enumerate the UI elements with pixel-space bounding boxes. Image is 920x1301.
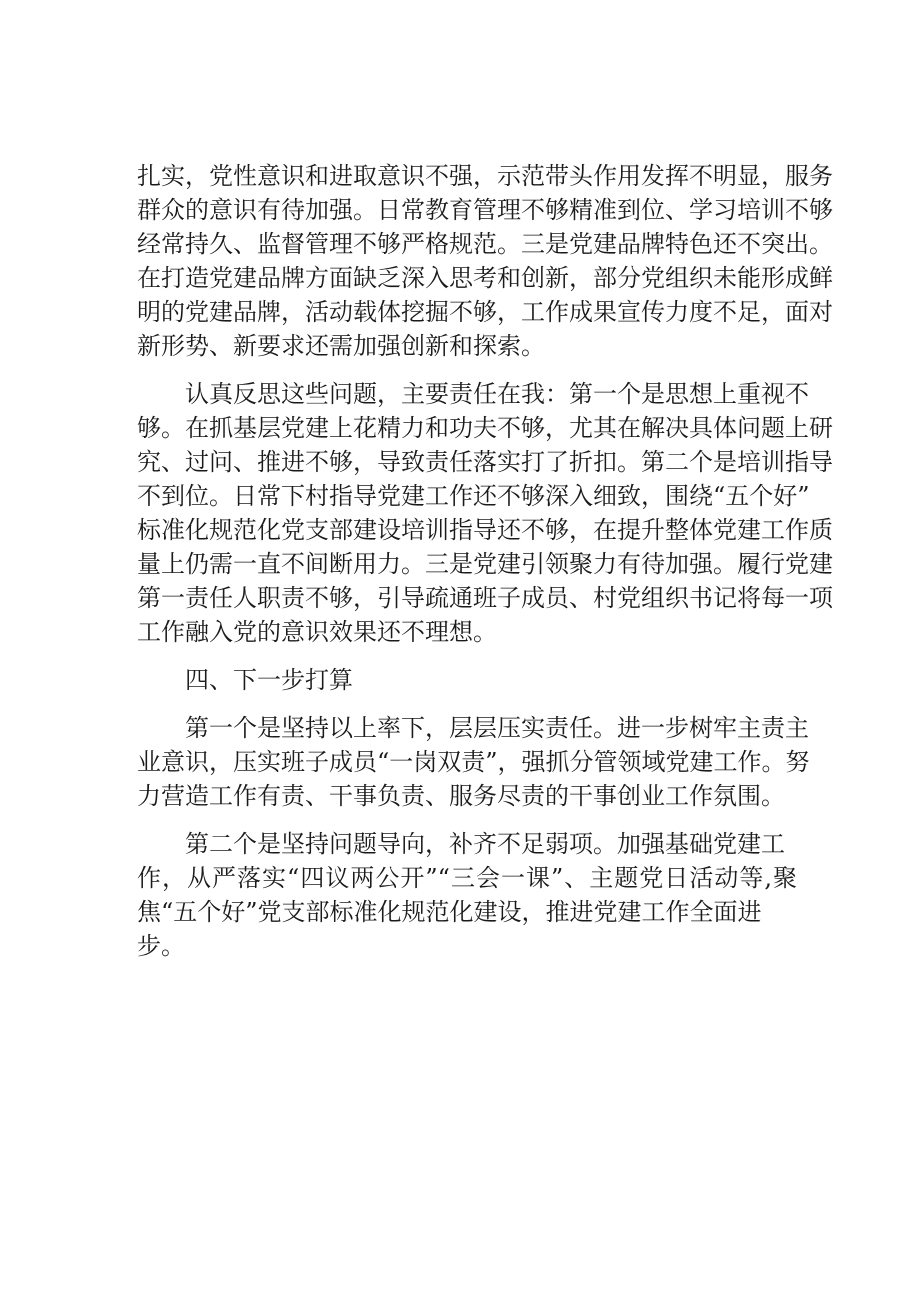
text-line: 第一责任人职责不够，引导疏通班子成员、村党组织书记将每一项	[137, 584, 833, 612]
paragraph-reflection	[137, 377, 833, 649]
text-line: 不到位。日常下村指导党建工作还不够深入细致，围绕“五个好”	[137, 482, 810, 510]
text-line: 究、过问、推进不够，导致责任落实打了折扣。第二个是培训指导	[137, 448, 833, 476]
text-line: 步。	[137, 932, 185, 960]
text-line: 扎实，党性意识和进取意识不强，示范带头作用发挥不明显，服务	[137, 162, 833, 190]
text-line: 第一个是坚持以上率下，层层压实责任。进一步树牢主责主	[185, 714, 809, 742]
text-line: 明的党建品牌，活动载体挖掘不够，工作成果宣传力度不足，面对	[137, 298, 833, 326]
text-line: 力营造工作有责、干事负责、服务尽责的干事创业工作氛围。	[137, 782, 785, 810]
text-line: 新形势、新要求还需加强创新和探索。	[137, 332, 545, 360]
text-line: 工作融入党的意识效果还不理想。	[137, 618, 497, 646]
document-body	[137, 159, 833, 977]
text-line: 认真反思这些问题，主要责任在我：第一个是思想上重视不	[185, 380, 809, 408]
text-line: 焦“五个好”党支部标准化规范化建设，推进党建工作全面进	[137, 898, 762, 926]
text-line: 作，从严落实“四议两公开”“三会一课”、主题党日活动等,聚	[137, 864, 797, 892]
text-line: 在打造党建品牌方面缺乏深入思考和创新，部分党组织未能形成鲜	[137, 264, 833, 292]
text-line: 够。在抓基层党建上花精力和功夫不够，尤其在解决具体问题上研	[137, 414, 833, 442]
text-line: 量上仍需一直不间断用力。三是党建引领聚力有待加强。履行党建	[137, 550, 833, 578]
paragraph-issues	[137, 159, 833, 363]
paragraph-plan-one	[137, 711, 810, 813]
section-heading: 四、下一步打算	[185, 666, 353, 694]
text-line: 第二个是坚持问题导向，补齐不足弱项。加强基础党建工	[185, 830, 785, 858]
text-line: 标准化规范化党支部建设培训指导还不够，在提升整体党建工作质	[137, 516, 833, 544]
paragraph-plan-two	[137, 827, 797, 963]
text-line: 业意识，压实班子成员“一岗双责”，强抓分管领域党建工作。努	[137, 748, 810, 776]
text-line: 群众的意识有待加强。日常教育管理不够精准到位、学习培训不够	[137, 196, 833, 224]
text-line: 经常持久、监督管理不够严格规范。三是党建品牌特色还不突出。	[137, 230, 833, 258]
